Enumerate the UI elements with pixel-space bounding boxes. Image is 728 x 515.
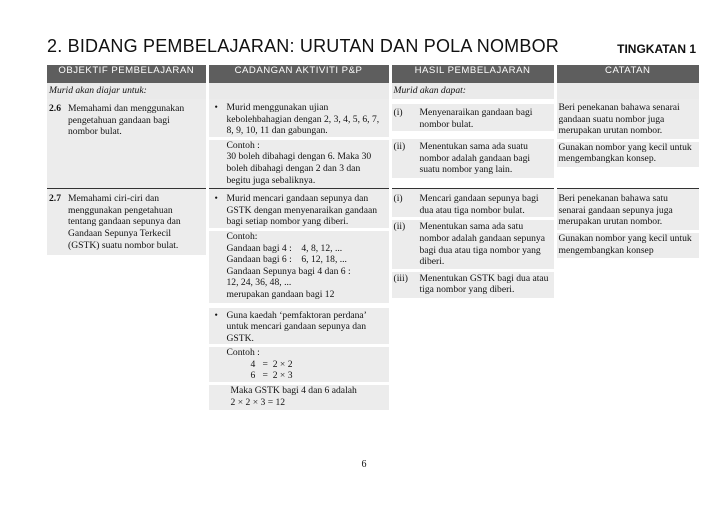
page-title: 2. BIDANG PEMBELAJARAN: URUTAN DAN POLA NOMBOR	[47, 36, 559, 56]
outcome-text: Mencari gandaan sepunya bagi dua atau tiga nombor bulat.	[419, 193, 539, 216]
header-activities: CADANGAN AKTIVITI P&P	[207, 65, 390, 83]
note-text: Beri penekanan bahawa satu senarai gandaan sepunya juga merupakan urutan nombor.	[558, 193, 673, 228]
bullet-icon: •	[214, 193, 218, 205]
sub-label-blank	[207, 83, 390, 99]
sub-label-objective: Murid akan diajar untuk:	[47, 83, 207, 99]
header-notes: CATATAN	[555, 65, 699, 83]
example-label: Contoh :	[226, 139, 260, 151]
bullet-icon: •	[214, 309, 218, 321]
objective-text: Memahami dan menggunakan pengetahuan gandaan bagi nombor bulat.	[68, 103, 185, 138]
curriculum-table	[47, 65, 699, 410]
example-text: 30 boleh dibahagi dengan 6. Maka 30 boleh dibahagi dengan 2 dan 3 dan begitu juga sebaliknya.	[226, 151, 372, 186]
outcome-text: Menentukan sama ada satu nombor adalah gandaan sepunya bagi dua atau tiga nombor yang diberi.	[419, 221, 545, 268]
sub-label-outcome: Murid akan dapat:	[390, 83, 555, 99]
table-row: 2.6 Memahami dan menggunakan pengetahuan gandaan bagi nombor bulat. • Murid menggunakan ujian kebolehbahagian dengan 2, 3, 4, 5, 6, 7, 8, 9, 10, 11 dan gabungan. Contoh : 30 boleh dibahagi dengan 6. Maka 30 boleh dibahagi dengan 2 dan 3 dan begitu juga sebaliknya. (i) Menyenaraikan gandaan bagi nombor bulat. (ii) Menentukan sama ada suatu nombor adalah gandaan bagi suatu nombor yang lain. Beri penekanan bahawa senarai gandaan suatu nombor juga merupakan urutan nombor. Gunakan nombor yang kecil untuk mengembangkan konsep.	[47, 99, 699, 189]
activity-text: Murid mencari gandaan sepunya dan GSTK dengan menyenaraikan gandaan bagi setiap nombor yang diberi.	[226, 193, 378, 228]
objective-number: 2.6	[49, 103, 61, 114]
objective-text: Memahami ciri-ciri dan menggunakan pengetahuan tentang gandaan sepunya dan Gandaan Sepunya Terkecil (GSTK) suatu nombor bulat.	[68, 193, 181, 251]
sub-label-blank	[555, 83, 699, 99]
outcome-text: Menentukan GSTK bagi dua atau tiga nombor yang diberi.	[419, 272, 549, 296]
activity-text: Murid menggunakan ujian kebolehbahagian dengan 2, 3, 4, 5, 6, 7, 8, 9, 10, 11 dan gabungan.	[226, 102, 380, 137]
grade-label: TINGKATAN 1	[617, 42, 696, 56]
objective-number: 2.7	[49, 193, 61, 205]
note-text: Gunakan nombor yang kecil untuk mengembangkan konsep.	[558, 141, 692, 165]
outcome-text: Menentukan sama ada suatu nombor adalah gandaan bagi suatu nombor yang lain.	[419, 141, 531, 176]
header-objective: OBJEKTIF PEMBELAJARAN	[47, 65, 207, 83]
bullet-icon: •	[214, 102, 218, 113]
activity-text: Guna kaedah ‘pemfaktoran perdana’ untuk mencari gandaan sepunya dan GSTK.	[226, 309, 367, 344]
outcome-text: Menyenaraikan gandaan bagi nombor bulat.	[419, 107, 533, 130]
page-number: 6	[361, 459, 367, 470]
header-outcomes: HASIL PEMBELAJARAN	[390, 65, 555, 83]
note-text: Gunakan nombor yang kecil untuk mengembangkan konsep	[558, 232, 692, 256]
note-text: Beri penekanan bahawa senarai gandaan suatu nombor juga merupakan urutan nombor.	[558, 102, 680, 137]
table-row: 2.7 Memahami ciri-ciri dan menggunakan pengetahuan tentang gandaan sepunya dan Gandaan Sepunya Terkecil (GSTK) suatu nombor bulat. • Murid mencari gandaan sepunya dan GSTK dengan menyenaraikan gandaan bagi setiap nombor yang diberi. Contoh: Gandaan bagi 4 : 4, 8, 12, ... Gandaan bagi 6 : 6, 12, 18, ... Gandaan Sepunya bagi 4 dan 6 : 12, 24, 36, 48, ... merupakan gandaan bagi 12 • Guna kaedah ‘pemfaktoran perdana’ untuk mencari gandaan sepunya dan GSTK. Contoh : 4 = 2 × 2 6 = 2 × 3 Maka GSTK bagi 4 dan 6 adalah 2 × 2 × 3 = 12 (i) Mencari gandaan sepunya bagi dua atau tiga nombor bulat. (ii) Menentukan sama ada satu nombor adalah gandaan sepunya bagi dua atau tiga nombor yang diberi. (iii) Menentukan GSTK bagi dua atau tiga nombor yang diberi. Beri penekanan bahawa satu senarai gandaan sepunya juga merupakan urutan nombor. Gunakan nombor yang kecil untuk mengembangkan konsep	[47, 189, 699, 411]
